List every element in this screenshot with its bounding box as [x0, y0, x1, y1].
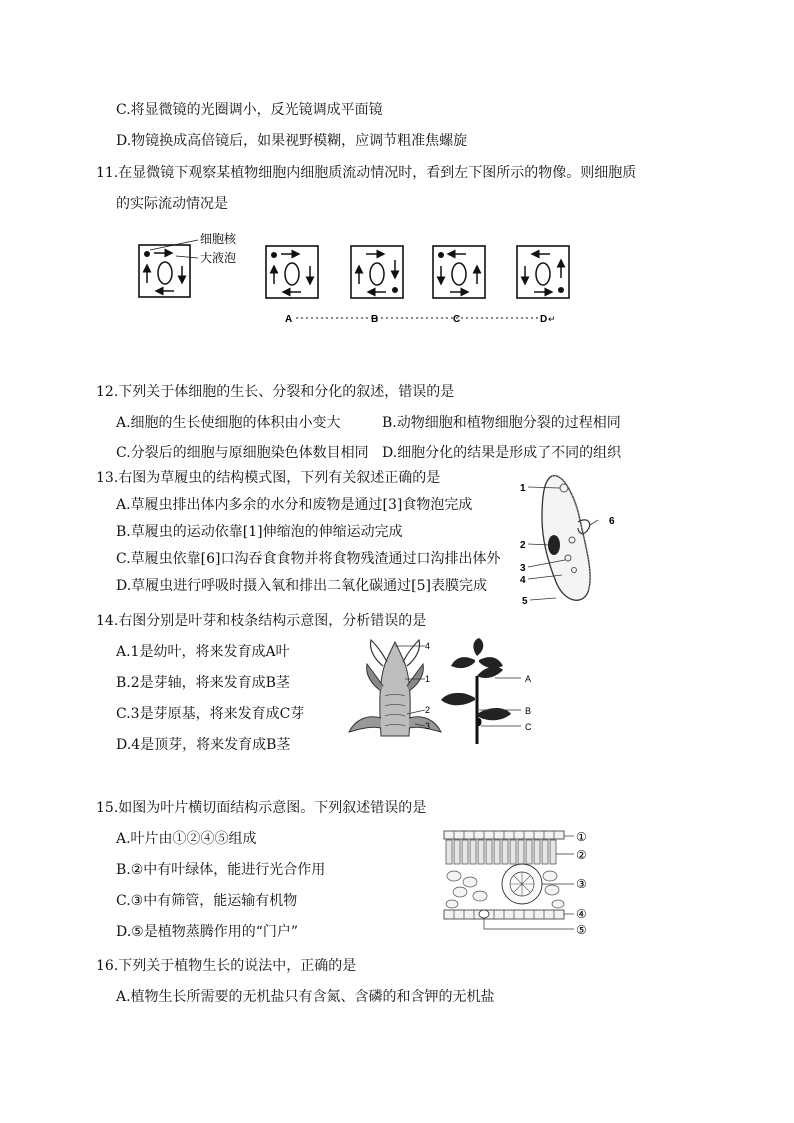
option-a-box [266, 246, 318, 298]
q14-option-a: A.1是幼叶，将来发育成A叶 [116, 644, 290, 660]
nucleus-dot [144, 251, 150, 257]
paramecium-label-3: 3 [520, 563, 526, 574]
q15-option-d: D.⑤是植物蒸腾作用的“门户” [116, 924, 299, 940]
q15-option-b: B.②中有叶绿体，能进行光合作用 [116, 862, 326, 878]
q16-stem: 16.下列关于植物生长的说法中，正确的是 [96, 958, 357, 974]
vacuole-ellipse [158, 262, 172, 284]
label-nucleus: 细胞核 [200, 232, 237, 246]
leaf-cross-section-figure [440, 826, 600, 938]
label-a: A [285, 314, 293, 325]
q13-option-a: A.草履虫排出体内多余的水分和废物是通过[3]食物泡完成 [116, 497, 473, 513]
q14-option-b: B.2是芽轴，将来发育成B茎 [116, 675, 290, 691]
bud-label-2: 2 [425, 705, 431, 715]
bud-label-4: 4 [425, 641, 431, 651]
paramecium-label-5: 5 [522, 596, 528, 607]
leaf-bud-drawing [349, 640, 441, 736]
q14-option-c: C.3是芽原基，将来发育成C芽 [116, 706, 305, 722]
q12-option-c: C.分裂后的细胞与原细胞染色体数目相同 [116, 445, 369, 461]
q12-option-d: D.细胞分化的结果是形成了不同的组织 [382, 445, 622, 461]
branch-drawing [441, 638, 532, 744]
q15-stem: 15.如图为叶片横切面结构示意图。下列叙述错误的是 [96, 800, 427, 816]
option-c-box [433, 246, 485, 298]
q10-option-c: C.将显微镜的光圈调小，反光镜调成平面镜 [116, 102, 383, 118]
q15-option-c: C.③中有筛管，能运输有机物 [116, 893, 298, 909]
q12-option-a: A.细胞的生长使细胞的体积由小变大 [116, 415, 341, 431]
leaf-label-4: ④ [576, 907, 587, 921]
leaf-label-1: ① [576, 830, 587, 844]
label-c: C [453, 314, 461, 325]
branch-label-c: C [525, 722, 532, 732]
paramecium-label-4: 4 [520, 575, 526, 586]
bud-label-1: 1 [425, 674, 431, 684]
q14-stem: 14.右图分别是叶芽和枝条结构示意图，分析错误的是 [96, 613, 427, 629]
leaf-label-5: ⑤ [576, 923, 587, 937]
label-vacuole: 大液泡 [200, 251, 237, 265]
option-d-box [517, 246, 569, 298]
paramecium-figure [512, 470, 622, 610]
label-b: B [371, 314, 379, 325]
bud-and-branch-figure [345, 636, 545, 748]
q13-option-b: B.草履虫的运动依靠[1]伸缩泡的伸缩运动完成 [116, 524, 403, 540]
paramecium-label-6: 6 [609, 516, 615, 527]
q13-option-c: C.草履虫依靠[6]口沟吞食食物并将食物残渣通过口沟排出体外 [116, 551, 501, 567]
paramecium-label-2: 2 [520, 540, 526, 551]
branch-label-a: A [525, 674, 532, 684]
q15-option-a: A.叶片由①②④⑤组成 [116, 831, 257, 847]
observed-cell-box [139, 240, 198, 297]
q10-option-d: D.物镜换成高倍镜后，如果视野模糊，应调节粗准焦螺旋 [116, 133, 468, 149]
bud-label-3: 3 [425, 721, 431, 731]
q11-stem: 11.在显微镜下观察某植物细胞内细胞质流动情况时，看到左下图所示的物像。则细胞质 [96, 165, 637, 181]
paramecium-label-1: 1 [520, 483, 526, 494]
branch-label-b: B [525, 706, 532, 716]
q11-stem-continued: 的实际流动情况是 [116, 196, 228, 212]
label-d-mark: ↵ [548, 314, 556, 324]
leaf-label-3: ③ [576, 877, 587, 891]
q14-option-d: D.4是顶芽，将来发育成B茎 [116, 737, 291, 753]
stoma-icon [479, 910, 489, 918]
label-d: D [540, 314, 548, 325]
leaf-label-2: ② [576, 848, 587, 862]
paramecium-body [542, 476, 590, 601]
q12-option-b: B.动物细胞和植物细胞分裂的过程相同 [382, 415, 621, 431]
q16-option-a: A.植物生长所需要的无机盐只有含氮、含磷的和含钾的无机盐 [116, 989, 495, 1005]
cytoplasm-flow-figure [130, 228, 580, 328]
q13-stem: 13.右图为草履虫的结构模式图，下列有关叙述正确的是 [96, 470, 441, 486]
leaf-section-drawing [444, 830, 587, 937]
option-b-box [351, 246, 403, 298]
q13-option-d: D.草履虫进行呼吸时摄入氧和排出二氧化碳通过[5]表膜完成 [116, 578, 488, 594]
q12-stem: 12.下列关于体细胞的生长、分裂和分化的叙述，错误的是 [96, 384, 455, 400]
